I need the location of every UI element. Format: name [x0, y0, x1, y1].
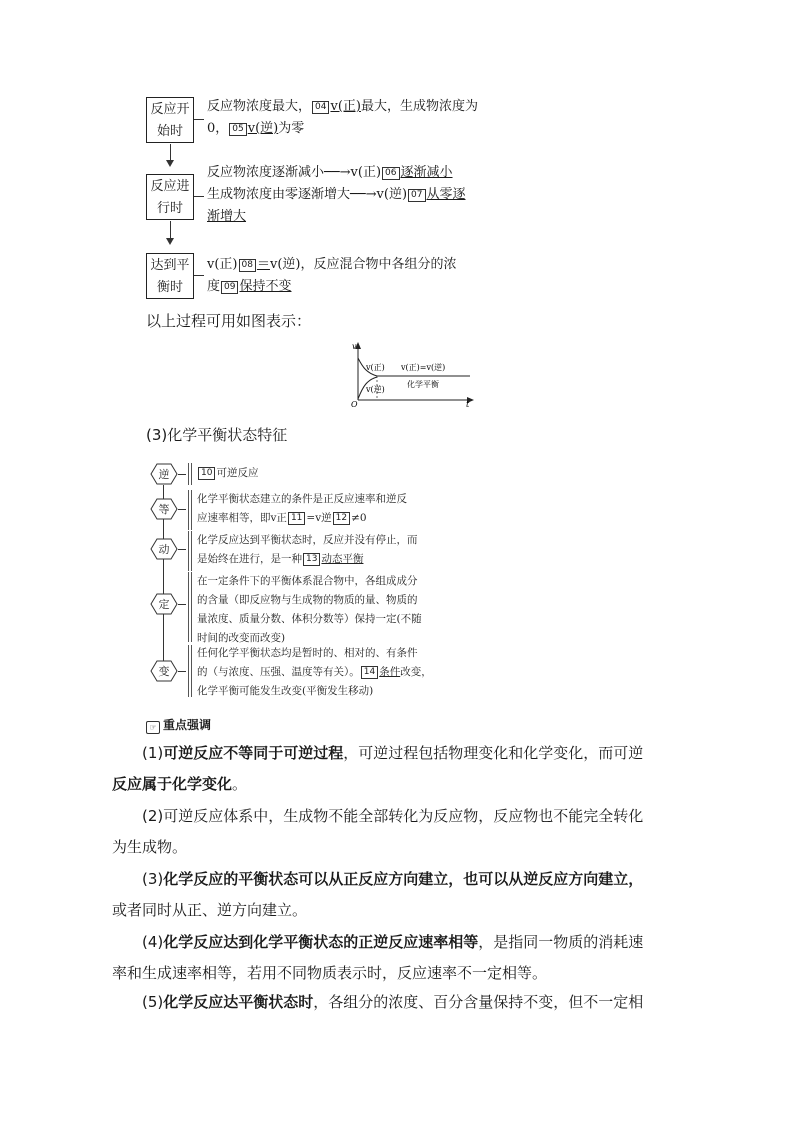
svg-text:等: 等	[158, 503, 170, 516]
stage-label: 行时	[156, 201, 183, 216]
svg-text:变: 变	[158, 665, 170, 678]
svg-text:定: 定	[158, 598, 170, 611]
stage-label: 反应开	[150, 102, 190, 117]
connector	[178, 509, 186, 510]
equilibrium-label: 化学平衡	[407, 380, 439, 389]
stage-desc-start: 反应物浓度最大， 04 v(正)最大，生成物浓度为 0， 05 v(逆)为零	[207, 99, 478, 136]
connector	[194, 119, 204, 120]
hex-equal	[151, 499, 177, 519]
bracket	[188, 490, 192, 530]
hex-fixed	[151, 594, 177, 614]
stage-desc-equilibrium: v(正) 08 ＝v(逆)，反应混合物中各组分的浓 度 09 保持不变	[207, 257, 457, 294]
stage-box-start	[146, 97, 194, 143]
arrow-head	[166, 160, 174, 167]
pointing-hand-icon: ☞	[146, 721, 160, 734]
note-2: (2)可逆反应体系中，生成物不能全部转化为反应物，反应物也不能完全转化 为生成物。	[112, 807, 644, 856]
equal-rate-label: v(正)=v(逆)	[401, 363, 446, 372]
stage-box-equilibrium	[146, 253, 194, 299]
stage-box-progress	[146, 174, 194, 220]
stage-desc-progress: 反应物浓度逐渐减小──→v(正) 06 逐渐减小 生成物浓度由零逐渐增大──→v(逆) 07 从零逐 渐增大	[207, 165, 466, 224]
connector	[194, 275, 204, 276]
bracket	[188, 463, 192, 485]
hex-reverse	[151, 464, 177, 484]
reverse-rate-label: v(逆)	[366, 385, 385, 394]
stage-label: 达到平	[150, 258, 190, 273]
note-4: (4)化学反应达到化学平衡状态的正逆反应速率相等，是指同一物质的消耗速 率和生成速率相等，若用不同物质表示时，反应速率不一定相等。	[112, 933, 644, 982]
feature-reverse-text: 10 可逆反应	[197, 464, 258, 483]
bracket	[188, 645, 192, 697]
connector	[178, 604, 186, 605]
x-axis-label: t	[466, 400, 470, 409]
svg-text:逆: 逆	[158, 468, 170, 481]
feature-change-text: 任何化学平衡状态均是暂时的、相对的、有条件 的（与浓度、压强、温度等有关）。 14 条件改变， 化学平衡可能发生改变(平衡发生移动)	[197, 647, 432, 697]
stage-label: 始时	[156, 124, 183, 139]
section-3-title: (3)化学平衡状态特征	[146, 426, 288, 444]
connector	[178, 671, 186, 672]
feature-equal-text: 化学平衡状态建立的条件是正反应速率和逆反 应速率相等，即v正 11 =v逆 12 ≠0	[197, 493, 407, 524]
hexagons	[148, 460, 180, 690]
bracket	[188, 531, 192, 571]
forward-rate-label: v(正)	[366, 363, 385, 372]
arrow-head	[166, 238, 174, 245]
emphasis-heading: ☞ 重点强调	[146, 716, 211, 734]
y-axis-label: v	[352, 342, 357, 351]
hex-change	[151, 661, 177, 681]
note-1: (1)可逆反应不等同于可逆过程，可逆过程包括物理变化和化学变化，而可逆 反应属于化学变化。	[112, 744, 644, 793]
bracket	[188, 572, 192, 642]
hex-dynamic	[151, 539, 177, 559]
note-3: (3)化学反应的平衡状态可以从正反应方向建立，也可以从逆反应方向建立， 或者同时从正、逆方向建立。	[112, 870, 644, 919]
feature-dynamic-text: 化学反应达到平衡状态时，反应并没有停止，而 是始终在进行，是一种 13 动态平衡	[197, 534, 418, 565]
origin-label: O	[351, 400, 358, 409]
note-5: (5)化学反应达平衡状态时，各组分的浓度、百分含量保持不变，但不一定相	[142, 993, 644, 1011]
stage-label: 反应进	[150, 179, 190, 194]
feature-fixed-text: 在一定条件下的平衡体系混合物中，各组成成分 的含量（即反应物与生成物的物质的量、物质的 量浓度、质量分数、体积分数等）保持一定(不随 时间的改变而改变)	[197, 575, 422, 644]
connector	[194, 196, 204, 197]
rate-time-graph	[345, 340, 480, 410]
svg-text:动: 动	[158, 543, 170, 556]
stage-label: 衡时	[156, 280, 183, 295]
connector	[178, 549, 186, 550]
connector	[178, 474, 186, 475]
intro-text: 以上过程可用如图表示：	[146, 312, 312, 330]
